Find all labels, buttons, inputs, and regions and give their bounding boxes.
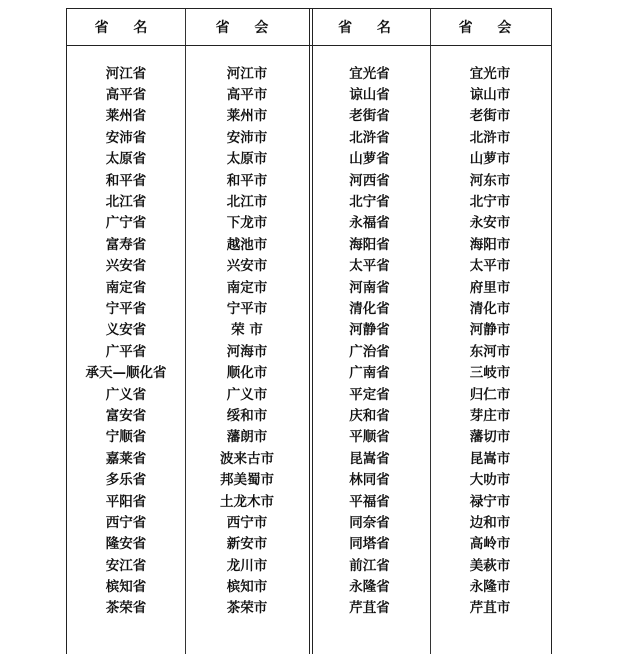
table-row: [67, 467, 551, 488]
province-cell: 富安省: [105, 407, 147, 424]
province-cell: 西宁省: [105, 514, 147, 531]
province-cell: 高平省: [105, 87, 147, 104]
table-row: [67, 232, 551, 253]
capital-cell: 北江市: [226, 194, 268, 211]
province-cell: 清化省: [349, 300, 390, 317]
table-row: [67, 446, 551, 467]
province-cell: 老街省: [349, 108, 390, 125]
province-cell: 南定省: [105, 279, 147, 296]
province-cell: 宜光省: [349, 65, 390, 82]
table-row: [67, 275, 551, 296]
province-cell: 嘉莱省: [105, 450, 147, 467]
capital-cell: 藩切市: [469, 429, 511, 446]
capital-cell: 绥和市: [226, 407, 268, 424]
table-row: [67, 254, 551, 275]
header-capital: 省 会: [458, 20, 522, 36]
province-cell: 芹苴省: [349, 600, 390, 617]
capital-cell: 宜光市: [469, 65, 511, 82]
province-capital-table: [66, 8, 552, 654]
province-cell: 同塔省: [349, 536, 390, 553]
capital-cell: 芹苴市: [469, 600, 511, 617]
province-cell: 平福省: [349, 493, 390, 510]
province-cell: 同奈省: [349, 514, 390, 531]
capital-cell: 东河市: [469, 343, 511, 360]
table-row: [67, 61, 551, 82]
province-cell: 平定省: [349, 386, 390, 403]
table-row: [67, 596, 551, 617]
capital-cell: 美萩市: [469, 557, 511, 574]
capital-cell: 顺化市: [226, 365, 268, 382]
province-cell: 北浒省: [349, 129, 390, 146]
capital-cell: 越池市: [226, 236, 268, 253]
province-cell: 广治省: [349, 343, 390, 360]
table-row: [67, 168, 551, 189]
capital-cell: 北宁市: [469, 194, 511, 211]
capital-cell: 茶荣市: [226, 600, 268, 617]
capital-cell: 广义市: [226, 386, 268, 403]
capital-cell: 高岭市: [469, 536, 511, 553]
capital-cell: 宁平市: [226, 300, 268, 317]
capital-cell: 荣 市: [231, 322, 263, 339]
province-cell: 宁平省: [105, 300, 147, 317]
province-cell: 前江省: [349, 557, 390, 574]
province-cell: 茶荣省: [105, 600, 147, 617]
capital-cell: 南定市: [226, 279, 268, 296]
province-cell: 安江省: [105, 557, 147, 574]
capital-cell: 河江市: [226, 65, 268, 82]
province-cell: 庆和省: [349, 407, 390, 424]
table-row: [67, 339, 551, 360]
table-row: [67, 382, 551, 403]
capital-cell: 兴安市: [226, 258, 268, 275]
capital-cell: 老街市: [469, 108, 511, 125]
table-row: [67, 211, 551, 232]
capital-cell: 龙川市: [226, 557, 268, 574]
header-province: 省 名: [94, 20, 158, 36]
capital-cell: 府里市: [469, 279, 511, 296]
capital-cell: 北浒市: [469, 129, 511, 146]
table-row: [67, 553, 551, 574]
table-row: [67, 125, 551, 146]
capital-cell: 河静市: [469, 322, 511, 339]
capital-cell: 海阳市: [469, 236, 511, 253]
province-cell: 和平省: [105, 172, 147, 189]
table-header: [67, 9, 551, 46]
capital-cell: 太平市: [469, 258, 511, 275]
capital-cell: 藩朗市: [226, 429, 268, 446]
table-row: [67, 318, 551, 339]
capital-cell: 安沛市: [226, 129, 268, 146]
province-cell: 平阳省: [105, 493, 147, 510]
province-cell: 山萝省: [349, 151, 390, 168]
capital-cell: 邦美蜀市: [220, 472, 274, 489]
capital-cell: 河东市: [469, 172, 511, 189]
province-cell: 宁顺省: [105, 429, 147, 446]
capital-cell: 河海市: [226, 343, 268, 360]
header-province: 省 名: [338, 20, 401, 36]
capital-cell: 清化市: [469, 300, 511, 317]
capital-cell: 归仁市: [469, 386, 511, 403]
province-cell: 承天—顺化省: [85, 365, 167, 382]
capital-cell: 新安市: [226, 536, 268, 553]
capital-cell: 莱州市: [226, 108, 268, 125]
province-cell: 海阳省: [349, 236, 390, 253]
capital-cell: 山萝市: [469, 151, 511, 168]
capital-cell: 波来古市: [220, 450, 274, 467]
province-cell: 广南省: [349, 365, 390, 382]
province-cell: 河江省: [105, 65, 147, 82]
province-cell: 隆安省: [105, 536, 147, 553]
table-row: [67, 296, 551, 317]
table-row: [67, 489, 551, 510]
capital-cell: 和平市: [226, 172, 268, 189]
province-cell: 昆嵩省: [349, 450, 390, 467]
province-cell: 河静省: [349, 322, 390, 339]
table-row: [67, 360, 551, 381]
province-cell: 广义省: [105, 386, 147, 403]
province-cell: 富寿省: [105, 236, 147, 253]
capital-cell: 永安市: [469, 215, 511, 232]
province-cell: 谅山省: [349, 87, 390, 104]
province-cell: 永福省: [349, 215, 390, 232]
capital-cell: 大叻市: [469, 472, 511, 489]
capital-cell: 谅山市: [469, 87, 511, 104]
capital-cell: 永隆市: [469, 579, 511, 596]
province-cell: 义安省: [105, 322, 147, 339]
province-cell: 槟知省: [105, 579, 147, 596]
header-capital: 省 会: [215, 20, 279, 36]
table-body: [67, 61, 551, 617]
capital-cell: 三岐市: [469, 365, 511, 382]
province-cell: 太平省: [349, 258, 390, 275]
table-row: [67, 425, 551, 446]
table-row: [67, 104, 551, 125]
province-cell: 北江省: [105, 194, 147, 211]
province-cell: 广平省: [105, 343, 147, 360]
capital-cell: 禄宁市: [469, 493, 511, 510]
province-cell: 莱州省: [105, 108, 147, 125]
province-cell: 太原省: [105, 151, 147, 168]
table-row: [67, 403, 551, 424]
province-cell: 永隆省: [349, 579, 390, 596]
table-row: [67, 574, 551, 595]
capital-cell: 下龙市: [226, 215, 268, 232]
capital-cell: 西宁市: [226, 514, 268, 531]
capital-cell: 土龙木市: [220, 493, 274, 510]
province-cell: 河南省: [349, 279, 390, 296]
province-cell: 平顺省: [349, 429, 390, 446]
province-cell: 河西省: [349, 172, 390, 189]
capital-cell: 边和市: [469, 514, 511, 531]
province-cell: 广宁省: [105, 215, 147, 232]
table-row: [67, 147, 551, 168]
province-cell: 安沛省: [105, 129, 147, 146]
capital-cell: 昆嵩市: [469, 450, 511, 467]
capital-cell: 太原市: [226, 151, 268, 168]
capital-cell: 芽庄市: [469, 407, 511, 424]
province-cell: 林同省: [349, 472, 390, 489]
table-row: [67, 189, 551, 210]
province-cell: 多乐省: [105, 472, 147, 489]
table-row: [67, 82, 551, 103]
province-cell: 兴安省: [105, 258, 147, 275]
table-row: [67, 510, 551, 531]
table-row: [67, 532, 551, 553]
capital-cell: 槟知市: [226, 579, 268, 596]
province-cell: 北宁省: [349, 194, 390, 211]
capital-cell: 高平市: [226, 87, 268, 104]
